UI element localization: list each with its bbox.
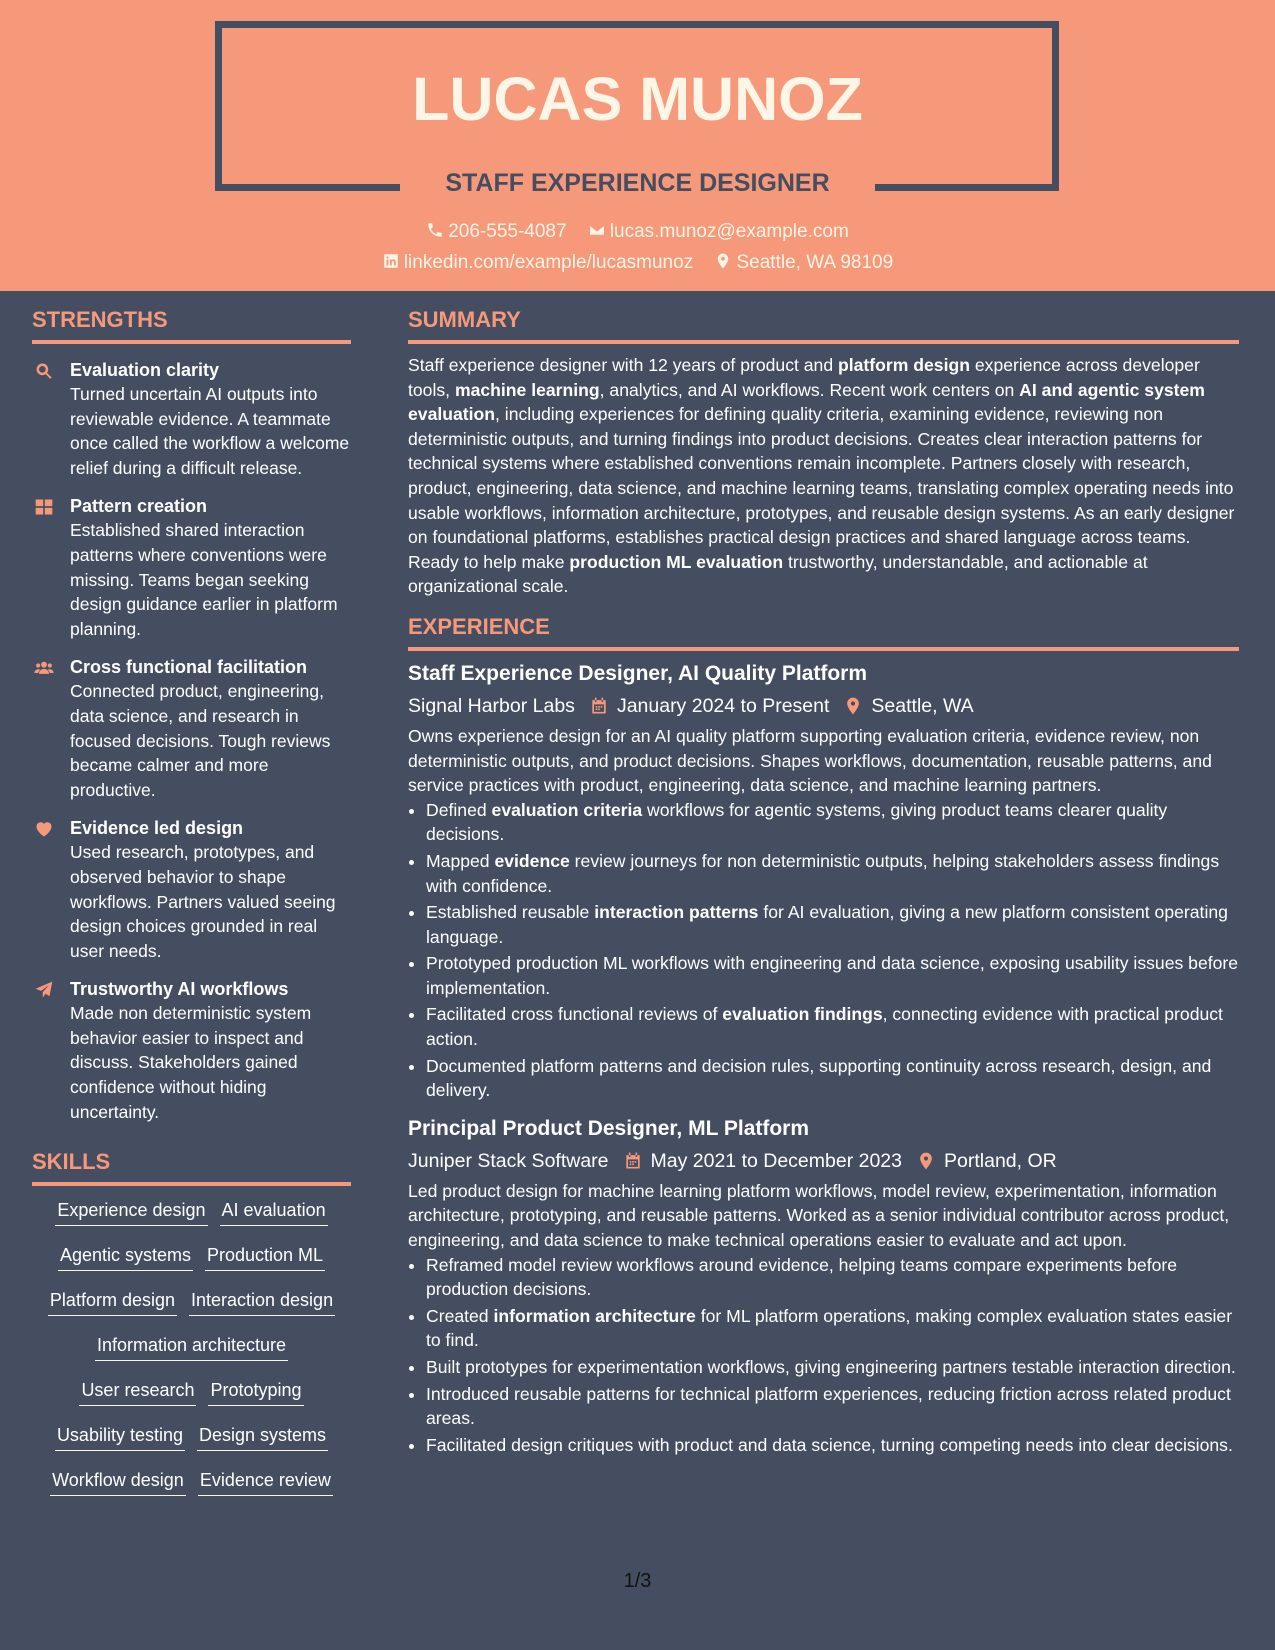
job-location: Seattle, WA bbox=[871, 694, 974, 717]
job-entry bbox=[408, 1115, 1239, 1458]
skill-tag: AI evaluation bbox=[220, 1198, 328, 1226]
skill-tag: Design systems bbox=[197, 1423, 328, 1451]
skills-list bbox=[32, 1198, 351, 1513]
skill-tag: User research bbox=[79, 1378, 196, 1406]
left-column bbox=[32, 306, 351, 1513]
skill-tag: Platform design bbox=[48, 1288, 177, 1316]
map-pin-icon bbox=[916, 1151, 936, 1171]
grid-icon bbox=[34, 497, 54, 517]
job-bullets bbox=[408, 1253, 1239, 1458]
skill-row bbox=[32, 1288, 351, 1333]
skill-row bbox=[32, 1333, 351, 1378]
job-description: Led product design for machine learning platform workflows, model review, experimentation, information architecture, prototyping, and reusable patterns. Worked as a senior individual contributor across product, engineering, and data science to make technical operations easier to evaluate and act upon. bbox=[408, 1180, 1230, 1251]
job-dates: May 2021 to December 2023 bbox=[650, 1149, 902, 1172]
text-segment: workflows for agentic systems, giving product teams clearer quality decisions. bbox=[426, 799, 1168, 845]
section-divider bbox=[408, 647, 1239, 651]
emphasis-text: production ML evaluation bbox=[569, 551, 784, 572]
skill-row bbox=[32, 1378, 351, 1423]
skill-tag: Agentic systems bbox=[58, 1243, 193, 1271]
job-entry bbox=[408, 660, 1239, 1103]
bullet-item bbox=[426, 849, 1239, 898]
text-segment: trustworthy, understandable, and actionable at organizational scale. bbox=[408, 551, 1148, 597]
header-banner bbox=[0, 0, 1275, 291]
strength-item bbox=[32, 816, 351, 963]
phone-text: 206-555-4087 bbox=[448, 221, 567, 242]
strength-desc: Connected product, engineering, data science, and research in focused decisions. Tough reviews became calmer and more productive. bbox=[70, 681, 331, 800]
contact-row-2 bbox=[0, 251, 1275, 275]
job-meta bbox=[408, 1147, 1239, 1175]
text-segment: , connecting evidence with practical product action. bbox=[426, 1004, 1223, 1050]
strength-title: Evaluation clarity bbox=[70, 360, 220, 380]
heart-icon bbox=[34, 819, 54, 839]
skill-row bbox=[32, 1198, 351, 1243]
text-segment: Built prototypes for experimentation workflows, giving engineering partners testable interaction direction. bbox=[426, 1357, 1236, 1377]
skill-tag: Experience design bbox=[55, 1198, 207, 1226]
text-segment: Prototyped production ML workflows with engineering and data science, exposing usability issues before implementation. bbox=[426, 953, 1239, 998]
strength-title: Cross functional facilitation bbox=[70, 657, 308, 678]
text-segment: Mapped bbox=[426, 850, 495, 871]
bullet-item bbox=[426, 1253, 1239, 1302]
strength-desc: Turned uncertain AI outputs into reviewable evidence. A teammate once called the workflow a welcome relief during a difficult release. bbox=[70, 384, 350, 478]
strength-title: Trustworthy AI workflows bbox=[70, 979, 289, 1000]
summary-text bbox=[408, 353, 1239, 599]
skill-tag: Interaction design bbox=[189, 1288, 335, 1316]
right-column bbox=[408, 306, 1239, 1459]
text-segment: Created bbox=[426, 1305, 494, 1326]
text-segment: Staff experience designer with 12 years of product and bbox=[408, 355, 839, 375]
job-bullets bbox=[408, 798, 1239, 1103]
bullet-item bbox=[426, 1304, 1239, 1353]
page-number: 1/3 bbox=[623, 1570, 652, 1592]
bullet-item bbox=[426, 1002, 1239, 1051]
linkedin-text: linkedin.com/example/lucasmunoz bbox=[403, 252, 694, 273]
calendar-icon bbox=[589, 696, 609, 716]
strength-title: Pattern creation bbox=[70, 496, 208, 517]
bullet-item bbox=[426, 1382, 1239, 1431]
email-contact[interactable] bbox=[588, 220, 849, 244]
job-meta bbox=[408, 692, 1239, 720]
text-segment: experience across developer tools, bbox=[408, 355, 1200, 400]
section-divider bbox=[408, 340, 1239, 344]
linkedin-contact[interactable] bbox=[382, 251, 693, 275]
skill-tag: Workflow design bbox=[50, 1468, 186, 1496]
skill-tag: Prototyping bbox=[208, 1378, 303, 1406]
strength-item bbox=[32, 655, 351, 802]
text-segment: Introduced reusable patterns for technical platform experiences, reducing friction across related product areas. bbox=[426, 1383, 1231, 1429]
strength-desc: Established shared interaction patterns where conventions were missing. Teams began seeking design guidance earlier in platform planning. bbox=[70, 520, 338, 639]
skill-row bbox=[32, 1423, 351, 1468]
phone-icon bbox=[426, 221, 444, 239]
text-segment: Facilitated design critiques with product and data science, turning competing needs into clear decisions. bbox=[426, 1434, 1233, 1455]
strength-title: Evidence led design bbox=[70, 818, 244, 839]
job-title: Principal Product Designer, ML Platform bbox=[408, 1116, 810, 1140]
skill-row bbox=[32, 1468, 351, 1513]
job-dates: January 2024 to Present bbox=[616, 694, 830, 717]
text-segment: for AI evaluation, giving a new platform consistent operating language. bbox=[426, 902, 1228, 947]
experience-heading: EXPERIENCE bbox=[408, 613, 550, 639]
skill-row bbox=[32, 1243, 351, 1288]
text-segment: Reframed model review workflows around evidence, helping teams compare experiments before production decisions. bbox=[426, 1254, 1178, 1300]
strength-desc: Made non deterministic system behavior easier to inspect and discuss. Stakeholders gained confidence without hiding uncertainty. bbox=[70, 1003, 312, 1122]
emphasis-text: evaluation criteria bbox=[491, 799, 643, 820]
skills-heading: SKILLS bbox=[32, 1149, 111, 1175]
skill-tag: Information architecture bbox=[95, 1333, 288, 1361]
bullet-item bbox=[426, 798, 1239, 847]
text-segment: review journeys for non deterministic outputs, helping stakeholders assess findings with confidence. bbox=[426, 850, 1220, 896]
candidate-role: STAFF EXPERIENCE DESIGNER bbox=[445, 169, 830, 197]
bullet-item bbox=[426, 1054, 1239, 1103]
skill-tag: Usability testing bbox=[55, 1423, 185, 1451]
emphasis-text: evidence bbox=[494, 850, 570, 871]
emphasis-text: interaction patterns bbox=[594, 902, 759, 923]
search-icon bbox=[34, 361, 54, 381]
text-segment: , including experiences for defining quality criteria, examining evidence, reviewing non deterministic outputs, and turning findings into product decisions. Creates clear interaction patterns for technical systems where established conventions remain incomplete. Partners closely with research, product, engineering, data science, and machine learning teams, translating complex operating needs into usable workflows, information architecture, prototypes, and reusable design systems. As an early designer on foundational platforms, establishes practical design practices and shared language across teams. Ready to help make bbox=[408, 404, 1235, 572]
bullet-item bbox=[426, 900, 1239, 949]
bullet-item bbox=[426, 1433, 1239, 1458]
strengths-heading: STRENGTHS bbox=[32, 307, 168, 332]
section-divider bbox=[32, 1182, 351, 1186]
text-segment: for ML platform operations, making complex evaluation states easier to find. bbox=[426, 1305, 1233, 1351]
emphasis-text: information architecture bbox=[493, 1305, 696, 1326]
text-segment: Defined bbox=[426, 799, 492, 820]
candidate-name: LUCAS MUNOZ bbox=[412, 65, 863, 133]
bullet-item bbox=[426, 951, 1239, 1000]
contact-row-1 bbox=[0, 220, 1275, 244]
location-contact bbox=[714, 251, 893, 275]
map-pin-icon bbox=[714, 252, 732, 270]
summary-heading: SUMMARY bbox=[408, 307, 521, 332]
map-pin-icon bbox=[843, 696, 863, 716]
emphasis-text: machine learning bbox=[454, 379, 600, 400]
users-icon bbox=[34, 658, 54, 678]
text-segment: Documented platform patterns and decision rules, supporting continuity across research, design, and delivery. bbox=[426, 1055, 1212, 1101]
job-location: Portland, OR bbox=[944, 1149, 1057, 1172]
envelope-icon bbox=[588, 221, 606, 239]
bullet-item bbox=[426, 1355, 1239, 1380]
strength-item bbox=[32, 977, 351, 1124]
section-divider bbox=[32, 340, 351, 344]
linkedin-icon bbox=[382, 252, 400, 270]
skill-tag: Production ML bbox=[205, 1243, 325, 1271]
emphasis-text: platform design bbox=[838, 355, 970, 375]
skill-tag: Evidence review bbox=[198, 1468, 333, 1496]
location-text: Seattle, WA 98109 bbox=[736, 252, 894, 273]
text-segment: Facilitated cross functional reviews of bbox=[426, 1004, 723, 1025]
calendar-icon bbox=[623, 1151, 643, 1171]
text-segment: Established reusable bbox=[426, 902, 595, 923]
job-description: Owns experience design for an AI quality platform supporting evaluation criteria, evidence review, non deterministic outputs, and product decisions. Shapes workflows, documentation, reusable patterns, and service practices with product, engineering, data science, and machine learning partners. bbox=[408, 725, 1212, 796]
company-name: Signal Harbor Labs bbox=[408, 694, 575, 717]
paper-plane-icon bbox=[34, 980, 54, 1000]
phone-contact[interactable] bbox=[426, 220, 566, 244]
emphasis-text: AI and agentic system evaluation bbox=[408, 379, 1205, 425]
strength-item bbox=[32, 494, 351, 641]
strength-desc: Used research, prototypes, and observed behavior to shape workflows. Partners valued seeing design choices grounded in real user needs. bbox=[70, 842, 336, 961]
text-segment: , analytics, and AI workflows. Recent work centers on bbox=[599, 379, 1020, 400]
email-text: lucas.munoz@example.com bbox=[609, 221, 849, 242]
strength-item bbox=[32, 358, 351, 480]
job-title: Staff Experience Designer, AI Quality Platform bbox=[408, 661, 868, 685]
company-name: Juniper Stack Software bbox=[408, 1149, 609, 1172]
emphasis-text: evaluation findings bbox=[722, 1004, 883, 1025]
